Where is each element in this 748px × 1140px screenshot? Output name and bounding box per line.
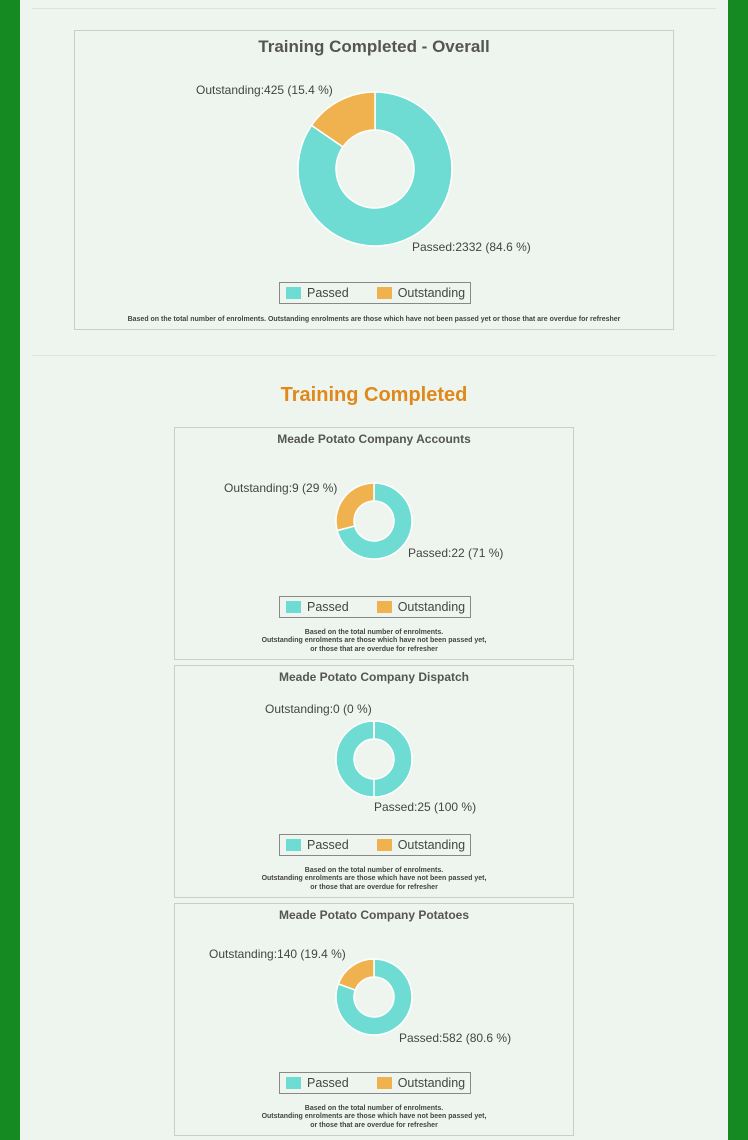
legend-outstanding-label: Outstanding	[397, 600, 466, 614]
footnote-line: Based on the total number of enrolments.	[304, 629, 444, 636]
accounts-donut-chart	[175, 428, 575, 661]
accounts-legend	[279, 596, 471, 618]
section-title: Training Completed	[280, 384, 468, 406]
potatoes-chart-panel	[174, 903, 574, 1136]
footnote-line: or those that are overdue for refresher	[310, 883, 438, 891]
accounts-chart-panel	[174, 427, 574, 660]
outstanding-swatch	[377, 287, 392, 299]
dispatch-footnote	[175, 867, 573, 892]
passed-swatch	[286, 839, 301, 851]
potatoes-chart-title: Meade Potato Company Potatoes	[278, 908, 470, 922]
potatoes-outstanding-label: Outstanding:140 (19.4 %)	[209, 947, 346, 961]
legend-passed-label: Passed	[307, 838, 349, 852]
page	[20, 0, 728, 1140]
overall-legend	[279, 282, 471, 304]
legend-outstanding-label: Outstanding	[397, 1076, 466, 1090]
dispatch-donut-chart	[175, 666, 575, 899]
potatoes-footnote	[175, 1105, 573, 1130]
outstanding-slice[interactable]	[338, 959, 374, 990]
passed-swatch	[286, 601, 301, 613]
legend-passed-label: Passed	[307, 286, 349, 300]
outstanding-swatch	[377, 839, 392, 851]
overall-footnote: Based on the total number of enrolments. Outstanding enrolments are those which have not been passed yet or those that are overdue for refresher	[127, 316, 621, 323]
passed-swatch	[286, 1077, 301, 1089]
footnote-line: Outstanding enrolments are those which have not been passed yet,	[261, 875, 487, 883]
outstanding-swatch	[377, 601, 392, 613]
divider	[32, 355, 716, 356]
potatoes-passed-label: Passed:582 (80.6 %)	[399, 1031, 512, 1045]
accounts-footnote	[175, 629, 573, 654]
dispatch-chart-panel	[174, 665, 574, 898]
footnote-line: or those that are overdue for refresher	[310, 645, 438, 653]
divider	[32, 8, 716, 9]
overall-passed-label: Passed:2332 (84.6 %)	[412, 240, 531, 254]
accounts-passed-label: Passed:22 (71 %)	[408, 546, 504, 560]
footnote-line: Outstanding enrolments are those which have not been passed yet,	[261, 1113, 487, 1121]
outstanding-swatch	[377, 1077, 392, 1089]
overall-chart-panel	[74, 30, 674, 330]
legend-passed-label: Passed	[307, 1076, 349, 1090]
accounts-outstanding-label: Outstanding:9 (29 %)	[224, 481, 338, 495]
footnote-line: or those that are overdue for refresher	[310, 1121, 438, 1129]
dispatch-legend	[279, 834, 471, 856]
footnote-line: Based on the total number of enrolments.	[304, 1105, 444, 1112]
dispatch-chart-title: Meade Potato Company Dispatch	[278, 670, 470, 684]
potatoes-legend	[279, 1072, 471, 1094]
footnote-line: Outstanding enrolments are those which have not been passed yet,	[261, 637, 487, 645]
overall-outstanding-label: Outstanding:425 (15.4 %)	[196, 83, 333, 97]
footnote-line: Based on the total number of enrolments.	[304, 867, 444, 874]
outstanding-slice[interactable]	[336, 483, 374, 531]
accounts-chart-title: Meade Potato Company Accounts	[277, 432, 471, 446]
passed-swatch	[286, 287, 301, 299]
dispatch-outstanding-label: Outstanding:0 (0 %)	[265, 702, 372, 716]
potatoes-donut-chart	[175, 904, 575, 1137]
legend-outstanding-label: Outstanding	[397, 286, 466, 300]
legend-passed-label: Passed	[307, 600, 349, 614]
legend-outstanding-label: Outstanding	[397, 838, 466, 852]
overall-chart-title: Training Completed - Overall	[258, 37, 490, 56]
dispatch-passed-label: Passed:25 (100 %)	[374, 800, 477, 814]
